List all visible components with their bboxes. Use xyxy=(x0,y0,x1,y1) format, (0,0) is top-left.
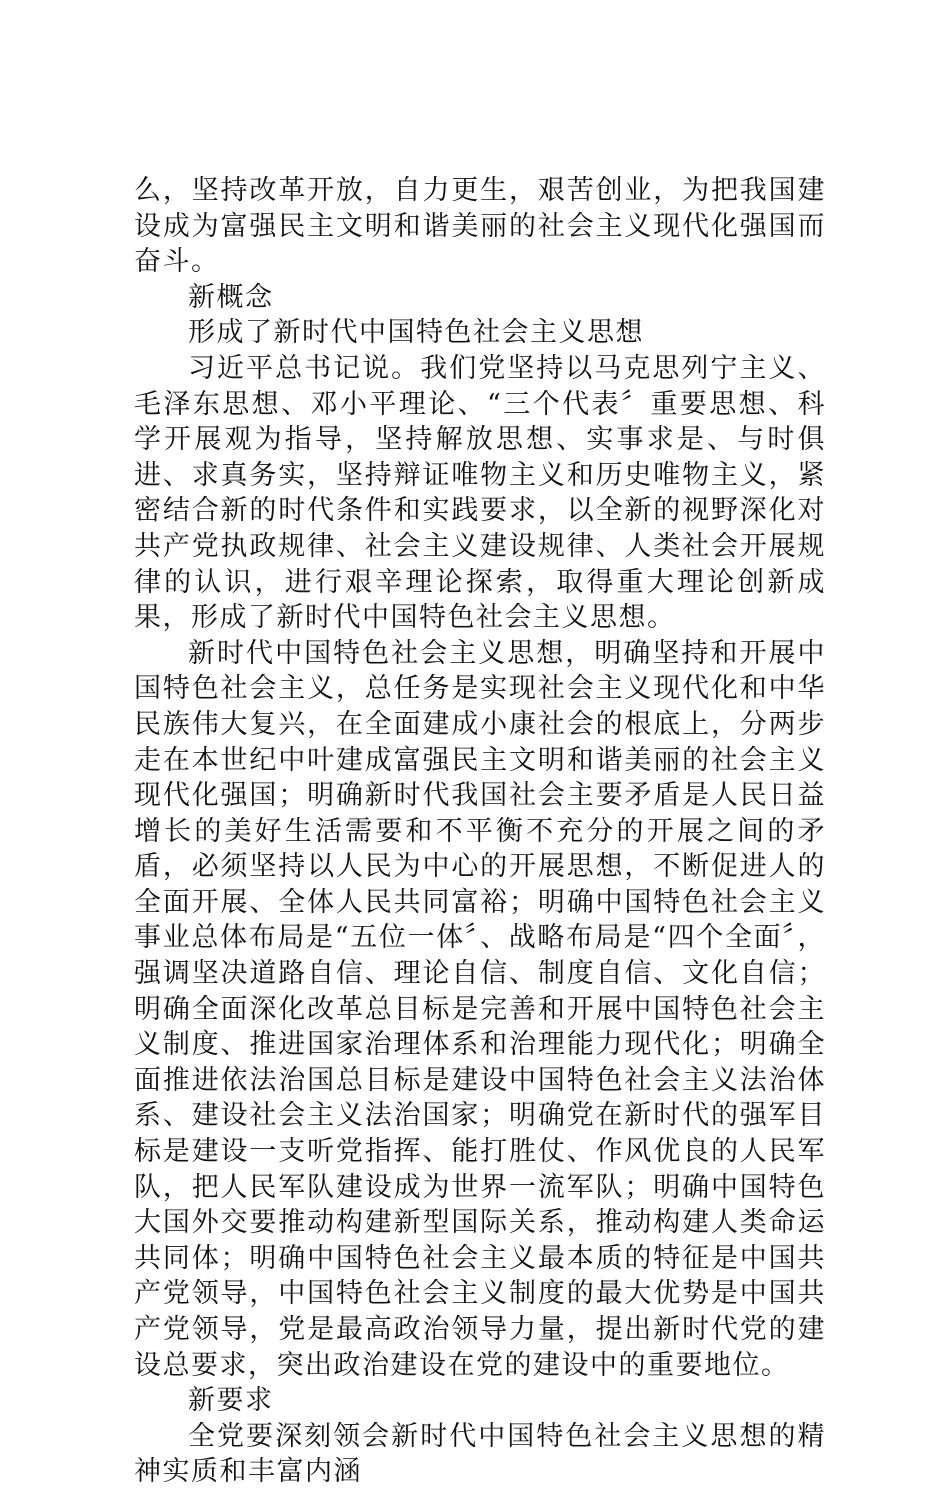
body-paragraph-3: 全党要深刻领会新时代中国特色社会主义思想的精神实质和丰富内涵 xyxy=(134,1420,826,1488)
document-page xyxy=(134,173,826,1490)
section-subheading: 形成了新时代中国特色社会主义思想 xyxy=(188,317,644,349)
body-paragraph-1: 习近平总书记说。我们党坚持以马克思列宁主义、毛泽东思想、邓小平理论、“三个代表〞重要思想、科学开展观为指导，坚持解放思想、实事求是、与时俱进、求真务实，坚持辩证唯物主义和历史唯物主义，紧密结合新的时代条件和实践要求，以全新的视野深化对共产党执政规律、社会主义建设规律、人类社会开展规律的认识，进行艰辛理论探索，取得重大理论创新成果，形成了新时代中国特色社会主义思想。 xyxy=(134,352,826,634)
body-paragraph-2: 新时代中国特色社会主义思想，明确坚持和开展中国特色社会主义，总任务是实现社会主义现代化和中华民族伟大复兴，在全面建成小康社会的根底上，分两步走在本世纪中叶建成富强民主文明和谐美丽的社会主义现代化强国；明确新时代我国社会主要矛盾是人民日益增长的美好生活需要和不平衡不充分的开展之间的矛盾，必须坚持以人民为中心的开展思想，不断促进人的全面开展、全体人民共同富裕；明确中国特色社会主义事业总体布局是“五位一体〞、战略布局是“四个全面〞，强调坚决道路自信、理论自信、制度自信、文化自信；明确全面深化改革总目标是完善和开展中国特色社会主义制度、推进国家治理体系和治理能力现代化；明确全面推进依法治国总目标是建设中国特色社会主义法治体系、建设社会主义法治国家；明确党在新时代的强军目标是建设一支听党指挥、能打胜仗、作风优良的人民军队，把人民军队建设成为世界一流军队；明确中国特色大国外交要推动构建新型国际关系，推动构建人类命运共同体；明确中国特色社会主义最本质的特征是中国共产党领导，中国特色社会主义制度的最大优势是中国共产党领导，党是最高政治领导力量，提出新时代党的建设总要求，突出政治建设在党的建设中的重要地位。 xyxy=(134,637,826,1381)
section-heading-new-requirement: 新要求 xyxy=(188,1385,274,1417)
continuation-paragraph: 么，坚持改革开放，自力更生，艰苦创业，为把我国建设成为富强民主文明和谐美丽的社会主义现代化强国而奋斗。 xyxy=(134,175,826,278)
section-heading-new-concept: 新概念 xyxy=(188,281,274,313)
